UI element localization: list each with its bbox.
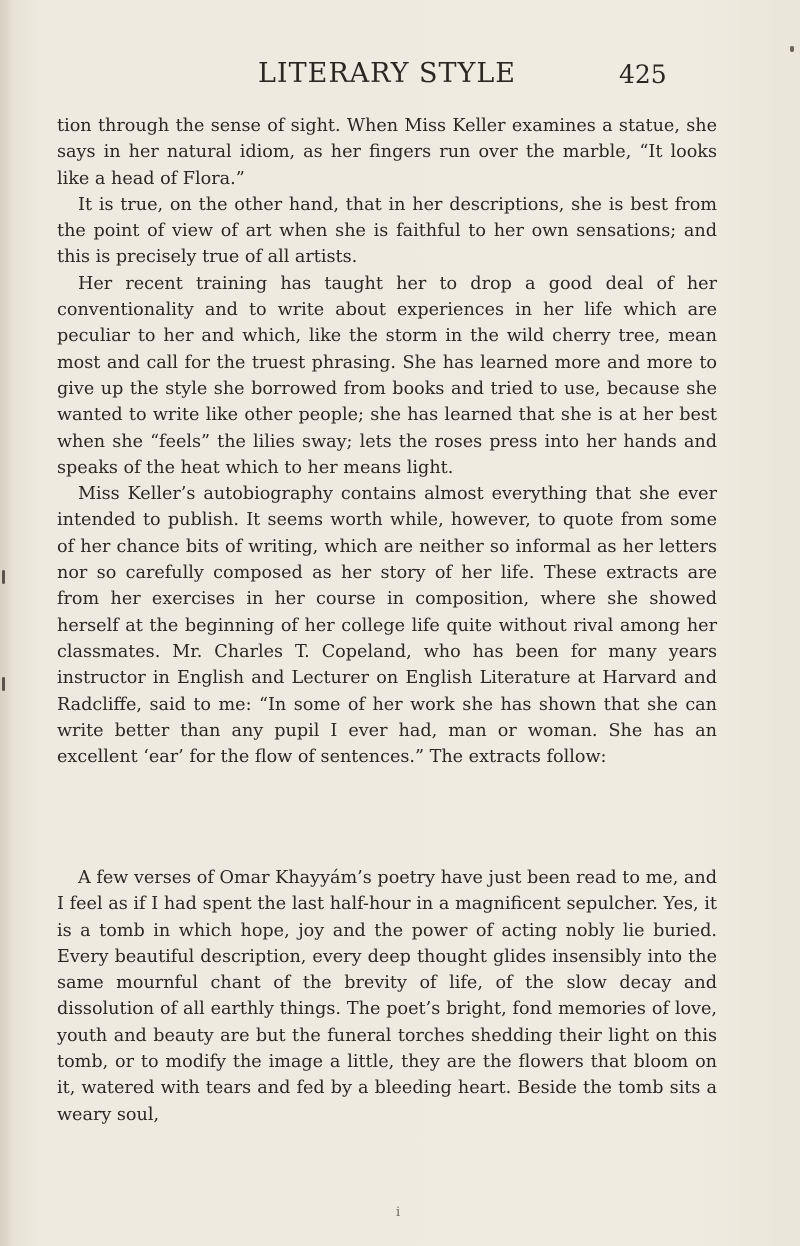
paragraph: It is true, on the other hand, that in her descriptions, she is best from the point of view of art when she is faithful to her own sensations; and this is precisely true of all artists. (57, 194, 717, 268)
extract-block (57, 865, 717, 1128)
body-text (57, 113, 717, 770)
margin-tick (2, 570, 5, 584)
paragraph: Miss Keller’s autobiography contains almost everything that she ever intended to publish. It seems worth while, however, to quote from some of her chance bits of writing, which are neither so informal as her letters nor so carefully composed as her story of her life. These extracts are from her exercises in her course in composition, where she showed herself at the beginning of her college life quite without rival among her classmates. Mr. Charles T. Copeland, who has been for many years instructor in English and Lecturer on English Literature at Harvard and Radcliffe, said to me: “In some of her work she has shown that she can write better than any pupil I ever had, man or woman. She has an excellent ‘ear’ for the flow of sentences.” The extracts follow: (57, 484, 717, 768)
running-head (0, 58, 800, 98)
ink-speck (790, 46, 794, 52)
paragraph: tion through the sense of sight. When Miss Keller examines a statue, she says in her natural idiom, as her fingers run over the marble, “It looks like a head of Flora.” (57, 116, 717, 189)
running-title: LITERARY STYLE (258, 58, 517, 89)
page-gutter-shadow (0, 0, 14, 1246)
margin-tick (2, 677, 5, 691)
paragraph: Her recent training has taught her to drop a good deal of her conventionality and to write about experiences in her life which are peculiar to her and which, like the storm in the wild cherry tree, mean most and call for the truest phrasing. She has learned more and more to give up the style she borrowed from books and tried to use, because she wanted to write like other people; she has learned that she is at her best when she “feels” the lilies sway; lets the roses press into her hands and speaks of the heat which to her means light. (57, 273, 717, 478)
footer-mark: i (396, 1205, 401, 1220)
extract-paragraph: A few verses of Omar Khayyám’s poetry have just been read to me, and I feel as if I had spent the last half-hour in a magnificent sepulcher. Yes, it is a tomb in which hope, joy and the power of acting nobly lie buried. Every beautiful description, every deep thought glides insensibly into the same mournful chant of the brevity of life, of the slow decay and dissolution of all earthly things. The poet’s bright, fond memories of love, youth and beauty are but the funeral torches shedding their light on this tomb, or to modify the image a little, they are the flowers that bloom on it, watered with tears and fed by a bleeding heart. Beside the tomb sits a weary soul, (57, 868, 717, 1125)
page-number: 425 (619, 60, 667, 89)
